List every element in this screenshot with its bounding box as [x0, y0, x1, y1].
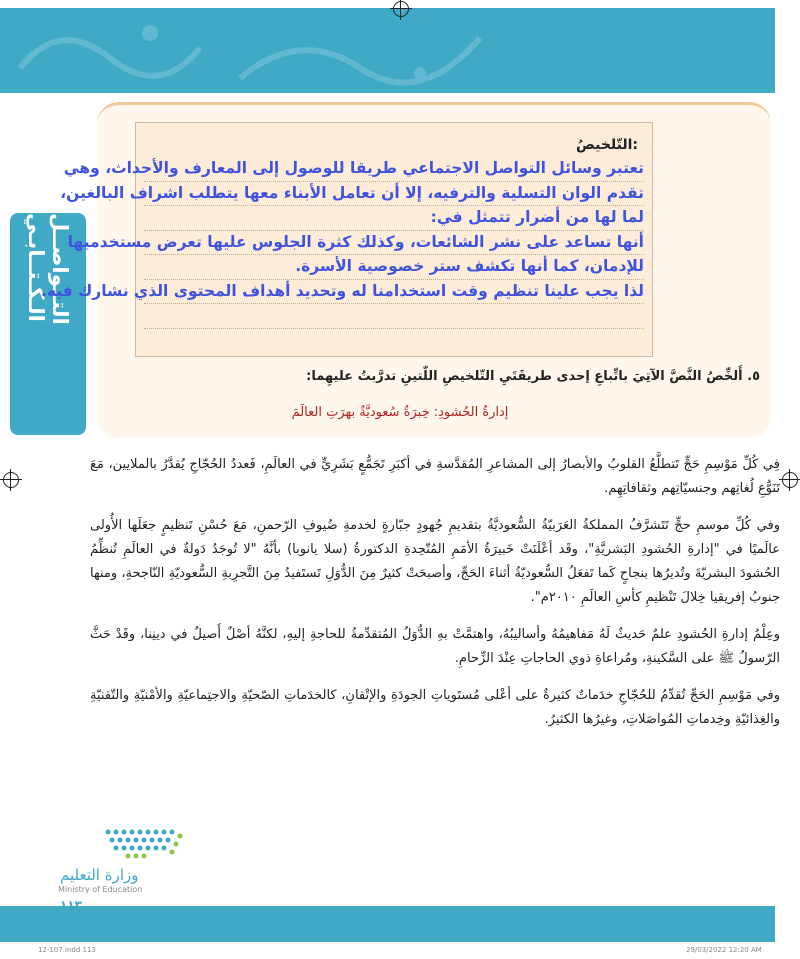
registration-mark-right	[782, 472, 798, 488]
footer-band	[0, 906, 775, 942]
summary-line: لذا يجب علينا تنظيم وقت استخدامنا له وتحديد أهداف المحتوى الذي نشارك فيه.	[144, 280, 644, 305]
ministry-logo-icon	[98, 824, 188, 860]
print-slug-right: 29/03/2022 12:20 AM	[686, 946, 762, 954]
page-number: ١١٣	[60, 898, 82, 912]
registration-mark-top	[393, 1, 409, 17]
header-band	[0, 8, 775, 93]
exercise-question: ٥. أَلخِّصُ النَّصَّ الآتِيَ باتِّباعِ إحدى طريقَتَيِ التّلخيصِ اللّتينِ تدرَّبتُ عليهِما:	[306, 369, 760, 384]
summary-line: تعتبر وسائل التواصل الاجتماعي طريقا للوصول إلى المعارف والأحداث، وهي	[144, 157, 644, 182]
summary-line: تقدم الوان التسلية والترفيه، إلا أن تعامل الأبناء معها يتطلب اشراف البالغين،	[144, 182, 644, 207]
summary-title: التّلخيصُ:	[576, 137, 638, 153]
summary-line: لما لها من أضرار تتمثل في:	[144, 206, 644, 231]
print-slug-left: 12-107.indd 113	[38, 946, 96, 954]
ministry-logo-arabic: وزارة التعليم	[60, 866, 139, 884]
article-title: إدارةُ الحُشودِ: خِبرَةٌ سُعوديَّةٌ بهرَتِ العالَمَ	[291, 405, 509, 420]
paragraph: وفي مَوْسِمِ الحَجِّ تُقدِّمُ للحُجّاجِ خدَماتٌ كثيرةٌ على أعْلى مُستَوياتِ الجودَةِ والإتْقانِ، كالخدَماتِ الصّحيّةِ والاجتِماعيّةِ والأمْنيّةِ والتّقنيّةِ والغِذائيّةِ وخِدماتِ المُواصَلاتِ، وغيرُها الكثيرُ.	[90, 688, 780, 727]
registration-mark-left	[3, 472, 19, 488]
paragraph: فِي كُلِّ مَوْسِمِ حَجٍّ تَتطلَّعُ القلوبُ والأبصارُ إلى المشاعرِ المُقدَّسةِ في أكبَرِ تَجَمُّعٍ بَشَرِيٍّ في العالَمِ، فَعددُ الحُجّاجِ يُقدَّرُ بالملايين، مَعَ تَنَوُّعِ لُغاتِهم وجنسيّاتِهم وثقافاتِهِم.	[90, 457, 780, 496]
ministry-logo-english: Ministry of Education	[58, 885, 143, 894]
summary-line: للإدمان، كما أنها تكشف ستر خصوصية الأسرة.	[144, 255, 644, 280]
summary-line	[144, 304, 644, 329]
paragraph: وفي كُلِّ موسمِ حجٍّ تَتَشرَّفُ المملكةُ العَرَبيّةُ السُّعوديَّةُ بتقديمِ جُهودٍ جبّارةٍ لخدمةِ ضُيوفِ الرّحمنِ، مَعَ حُسْنِ تَنظيمٍ جعَلَها الأُولى عالَميًا في "إدارةِ الحُشودِ البَشريَّةِ"، وقَد أعْلَنَتْ خَبيرَةُ الأمَمِ المُتّحِدةِ الدكتورةُ (سلا يانوبا) بأنَّهُ "لا تُوجَدُ دَولةٌ في العالَمِ تُنظِّمُ الحُشودَ البشريّةَ وتُديرُها بنجاحٍ كَما تَفعَلُ السُّعوديّةُ أثناءَ الحَجِّ، وأصبحَتْ كثيرٌ مِنَ الدُّوَلِ تَستَفيدُ مِنَ التَّجرِبةِ السُّعوديّةِ النّاجحةِ، ومنها جنوبُ إفريقيا خِلالَ تَنْظيمِ كأسِ العالَمِ ٢٠١٠م".	[90, 518, 780, 605]
paragraph: وعِلْمُ إدارةِ الحُشودِ علمٌ حَديثٌ لَهُ مَفاهيمُهُ وأساليبُهُ، واهتمَّتْ بهِ الدُّوَلُ المُتقدِّمةُ للحاجةِ إليهِ، لكنَّهُ أصْلٌ أَصيلٌ في دينِنا، وقَدْ حَثَّ الرّسولُ ﷺ على السَّكينةِ، ومُراعاةِ ذوي الحاجاتِ عِنْدَ الزِّحامِ.	[90, 627, 780, 666]
decorative-pattern	[0, 8, 520, 93]
summary-line: أنها تساعد على نشر الشائعات، وكذلك كثرة الجلوس عليها تعرض مستخدميها	[144, 231, 644, 256]
side-tab-label: التــواصــل الـكـتــابـي	[24, 213, 72, 325]
article-body	[90, 440, 780, 744]
